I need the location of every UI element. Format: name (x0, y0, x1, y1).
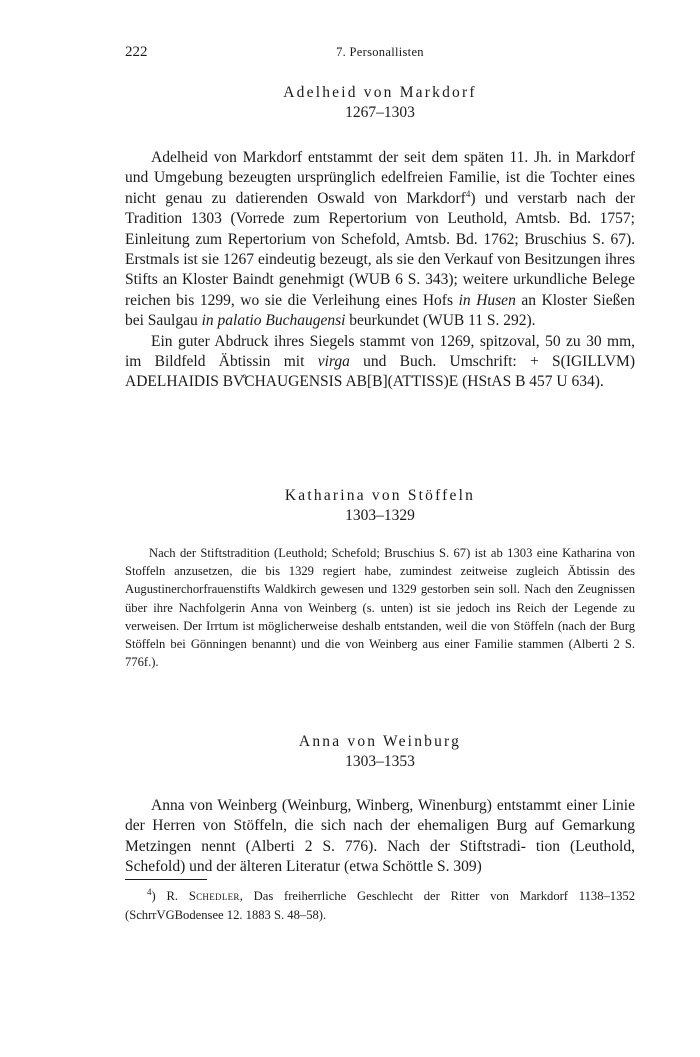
footnote-reference: 4 (465, 188, 471, 199)
section-body-adelheid (125, 148, 635, 393)
section-title-anna: Anna von Weinburg (298, 733, 462, 750)
paragraph (125, 796, 635, 878)
italic-text: virga (317, 353, 350, 371)
section-title-adelheid: Adelheid von Markdorf (283, 84, 477, 101)
footnote-rule (125, 879, 207, 880)
footnote-text (125, 887, 635, 924)
italic-text: in palatio Buchaugensi (201, 312, 346, 330)
section-body-katharina (125, 544, 635, 671)
page-header (125, 44, 635, 66)
author-name: Schedler (188, 889, 240, 903)
text-run: ) und verstarb nach der Tradition 1303 (Vorrede zum Repertorium von Leuthold, Amtsb. Bd. 1757; Einleitung zum Repertorium von Schefold, Amtsb. Bd. 1762; Bruschius S. 67). Erstmals ist sie 1267 eindeutig bezeugt, als sie den Verkauf von Besitzungen ihres Stifts an Kloster Baindt genehmigt (WUB 6 S. 343); weitere urkundliche Belege reichen bis 1299, wo sie die Verleihung eines Hofs (125, 189, 635, 309)
text-run: Nach der Stiftstradition (Leuthold; Schefold; Bruschius S. 67) ist ab 1303 eine Katharina von Stoffeln anzusetzen, die bis 1329 regiert habe, zumindest zeitweise zugleich Äbtissin des Augustinerchorfrauenstifts Waldkirch gewesen und 1329 gestorben sein soll. Nach den Zeugnissen über ihre Nachfolgerin Anna von Weinberg (s. unten) ist sie jedoch ins Reich der Legende zu verweisen. Der Irrtum ist möglicherweise deshalb entstanden, weil die von Stöffeln (nach der Burg Stöffeln bei Gönningen benannt) und die von Weinberg aus einer Familie stammen (Alberti 2 S. 776f.). (125, 546, 635, 670)
section-dates-adelheid: 1267–1303 (345, 104, 415, 121)
paragraph (125, 148, 635, 332)
text-run: Anna von Weinberg (Weinburg, Winberg, Winenburg) entstammt einer Linie der Herren von Stöffeln, die sich nach der ehemaligen Burg auf Gemarkung Metzingen nennt (Alberti 2 S. 776). Nach der Stiftstradi- tion (Leuthold, Schefold) und der älteren Literatur (etwa Schöttle S. 309) (125, 797, 635, 876)
italic-text: in Husen (458, 291, 516, 309)
text-run: und Buch. Umschrift: + S(IGILLVM) ADELHAIDIS BV̊CHAUGENSIS AB[B](ATTISS)E (HStAS B 457 U 634). (125, 353, 635, 391)
paragraph (125, 332, 635, 393)
text-run: an Kloster Sießen bei Saulgau (125, 291, 636, 330)
section-dates-katharina: 1303–1329 (345, 507, 415, 524)
footnote-reference: 4 (147, 886, 152, 897)
section-title-katharina: Katharina von Stöffeln (284, 487, 476, 504)
text-run: beurkundet (WUB 11 S. 292). (345, 312, 536, 330)
running-head: 7. Personallisten (336, 45, 424, 59)
footnote (125, 887, 635, 924)
text-run: ) R. (151, 889, 189, 903)
section-dates-anna: 1303–1353 (345, 753, 415, 770)
text-run: Ein guter Abdruck ihres Siegels stammt von 1269, spitzoval, 50 zu 30 mm, im Bildfeld Äbtissin mit (125, 332, 635, 371)
page-number: 222 (125, 44, 148, 60)
paragraph (125, 544, 635, 671)
text-run: Adelheid von Markdorf entstammt der seit dem späten 11. Jh. in Markdorf und Umgebung bezeugten ursprünglich edelfreien Familie, ist die Tochter eines nicht genau zu datierenden Oswald von Markdorf (125, 149, 635, 207)
section-body-anna (125, 796, 635, 878)
text-run: , Das freiherrliche Geschlecht der Ritter von Markdorf 1138–1352 (SchrrVGBodensee 12. 1883 S. 48–58). (125, 889, 635, 922)
